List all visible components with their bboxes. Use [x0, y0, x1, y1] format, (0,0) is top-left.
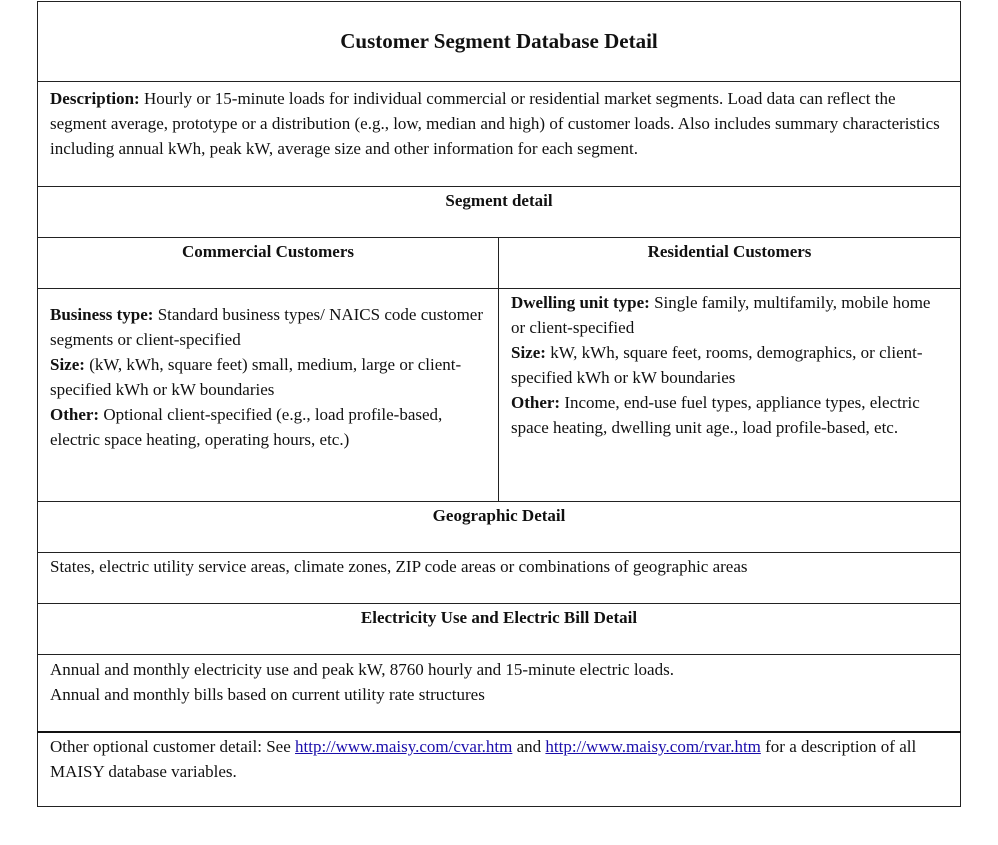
- other-detail-cell: [38, 732, 961, 807]
- residential-other-label: Other:: [511, 393, 561, 412]
- other-middle: and: [512, 737, 546, 756]
- commercial-other-text: Optional client-specified (e.g., load profile-based, electric space heating, operating hours, etc.): [50, 405, 443, 449]
- dwelling-type-label: Dwelling unit type:: [511, 293, 650, 312]
- description-cell: [38, 82, 961, 187]
- cvar-link[interactable]: http://www.maisy.com/cvar.htm: [295, 737, 513, 756]
- commercial-size-label: Size:: [50, 355, 85, 374]
- commercial-other-entry: [50, 402, 486, 452]
- other-prefix: Other optional customer detail: See: [50, 737, 296, 756]
- description-text: Hourly or 15-minute loads for individual commercial or residential market segments. Load data can reflect the segment average, prototype or a distribution (e.g., low, median and high) of customer loads. Also includes summary characteristics including annual kWh, peak kW, average size and other information for each segment.: [50, 89, 940, 158]
- electricity-line-1: Annual and monthly electricity use and peak kW, 8760 hourly and 15-minute electric loads.: [50, 660, 674, 679]
- residential-header: Residential Customers: [499, 238, 961, 289]
- residential-other-text: Income, end-use fuel types, appliance types, electric space heating, dwelling unit age., load profile-based, etc.: [511, 393, 920, 437]
- commercial-other-label: Other:: [50, 405, 100, 424]
- dwelling-type-text: Single family, multifamily, mobile home or client-specified: [511, 293, 931, 337]
- segment-detail-table: [37, 1, 961, 807]
- residential-size-label: Size:: [511, 343, 546, 362]
- document-title: Customer Segment Database Detail: [38, 2, 961, 82]
- other-suffix: for a description of all MAISY database variables.: [50, 737, 917, 781]
- electricity-line-2: Annual and monthly bills based on current utility rate structures: [50, 685, 485, 704]
- segment-detail-header: Segment detail: [38, 187, 961, 238]
- electricity-detail-cell: [38, 655, 961, 733]
- commercial-header: Commercial Customers: [38, 238, 499, 289]
- business-type-text: Standard business types/ NAICS code customer segments or client-specified: [50, 305, 484, 349]
- business-type-label: Business type:: [50, 305, 154, 324]
- dwelling-type-entry: [511, 290, 948, 340]
- residential-size-entry: [511, 340, 948, 390]
- geographic-header: Geographic Detail: [38, 502, 961, 553]
- residential-detail-cell: [499, 289, 961, 502]
- business-type-entry: [50, 302, 486, 352]
- electricity-header: Electricity Use and Electric Bill Detail: [38, 604, 961, 655]
- commercial-detail-cell: [38, 289, 499, 502]
- residential-size-text: kW, kWh, square feet, rooms, demographics, or client-specified kWh or kW boundaries: [511, 343, 923, 387]
- commercial-size-entry: [50, 352, 486, 402]
- commercial-size-text: (kW, kWh, square feet) small, medium, large or client-specified kWh or kW boundaries: [50, 355, 462, 399]
- residential-other-entry: [511, 390, 948, 440]
- rvar-link[interactable]: http://www.maisy.com/rvar.htm: [545, 737, 761, 756]
- geographic-text: States, electric utility service areas, climate zones, ZIP code areas or combinations of geographic areas: [38, 553, 961, 604]
- description-label: Description:: [50, 89, 140, 108]
